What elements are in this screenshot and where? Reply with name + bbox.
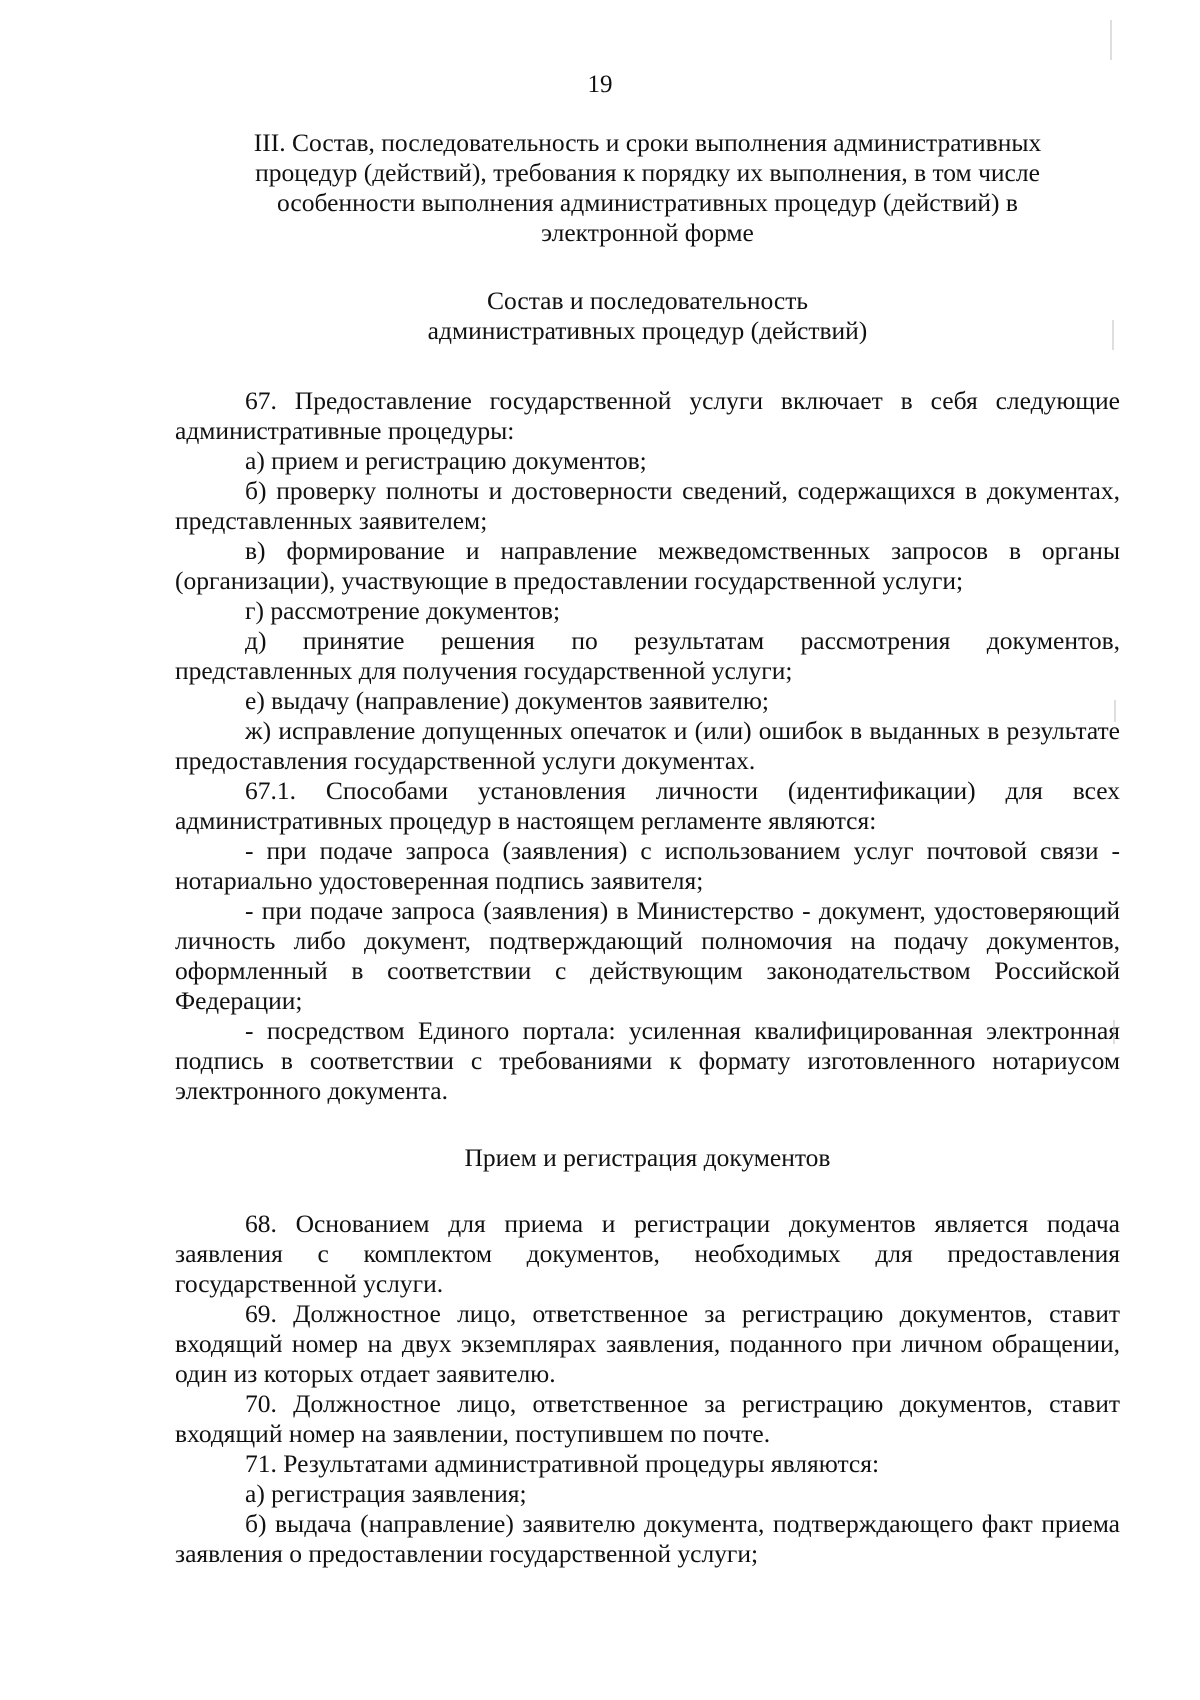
spacer	[175, 1106, 1120, 1143]
paragraph-71: 71. Результатами административной процедуры являются:	[245, 1449, 880, 1478]
list-item-v: в) формирование и направление межведомственных запросов в органы (организации), участвующие в предоставлении государственной услуги;	[175, 536, 1120, 595]
document-content	[175, 128, 1120, 1569]
scan-edge-mark	[1114, 700, 1116, 722]
result-item-b: б) выдача (направление) заявителю документа, подтверждающего факт приема заявления о предоставлении государственной услуги;	[175, 1509, 1120, 1568]
spacer	[175, 248, 1120, 286]
identification-item-ministry: - при подаче запроса (заявления) в Министерство - документ, удостоверяющий личность либо документ, подтверждающий полномочия на подачу документов, оформленный в соответствии с действующим законодательством Российской Федерации;	[175, 896, 1120, 1015]
list-item-a: а) прием и регистрацию документов;	[245, 446, 647, 475]
scan-edge-mark	[1112, 320, 1114, 350]
reception-title: Прием и регистрация документов	[464, 1143, 831, 1172]
paragraph-69: 69. Должностное лицо, ответственное за регистрацию документов, ставит входящий номер на двух экземплярах заявления, поданного при личном обращении, один из которых отдает заявителю.	[175, 1299, 1120, 1388]
subsection-title: Состав и последовательность административных процедур (действий)	[427, 286, 868, 345]
spacer	[175, 1173, 1120, 1209]
identification-item-mail: - при подаче запроса (заявления) с использованием услуг почтовой связи - нотариально удостоверенная подпись заявителя;	[175, 836, 1120, 895]
list-item-b: б) проверку полноты и достоверности сведений, содержащихся в документах, представленных заявителем;	[175, 476, 1120, 535]
paragraph-67: 67. Предоставление государственной услуги включает в себя следующие административные процедуры:	[175, 386, 1120, 445]
section-title: III. Состав, последовательность и сроки выполнения административных процедур (действий), требования к порядку их выполнения, в том числе особенности выполнения административных процедур (действий) в электронной форме	[253, 128, 1042, 247]
paragraph-70: 70. Должностное лицо, ответственное за регистрацию документов, ставит входящий номер на заявлении, поступившем по почте.	[175, 1389, 1120, 1448]
list-item-zh: ж) исправление допущенных опечаток и (или) ошибок в выданных в результате предоставления государственной услуги документах.	[175, 716, 1120, 775]
page-number: 19	[587, 71, 613, 98]
paragraph-67-1: 67.1. Способами установления личности (идентификации) для всех административных процедур в настоящем регламенте являются:	[175, 776, 1120, 835]
paragraph-68: 68. Основанием для приема и регистрации документов является подача заявления с комплектом документов, необходимых для предоставления государственной услуги.	[175, 1209, 1120, 1298]
scan-edge-mark	[1110, 20, 1112, 60]
identification-item-portal: - посредством Единого портала: усиленная квалифицированная электронная подпись в соответствии с требованиями к формату изготовленного нотариусом электронного документа.	[175, 1016, 1120, 1105]
spacer	[175, 346, 1120, 386]
scan-edge-mark	[1113, 1020, 1115, 1044]
list-item-e: е) выдачу (направление) документов заявителю;	[245, 686, 770, 715]
list-item-g: г) рассмотрение документов;	[245, 596, 561, 625]
result-item-a: а) регистрация заявления;	[245, 1479, 527, 1508]
list-item-d: д) принятие решения по результатам рассмотрения документов, представленных для получения государственной услуги;	[175, 626, 1120, 685]
